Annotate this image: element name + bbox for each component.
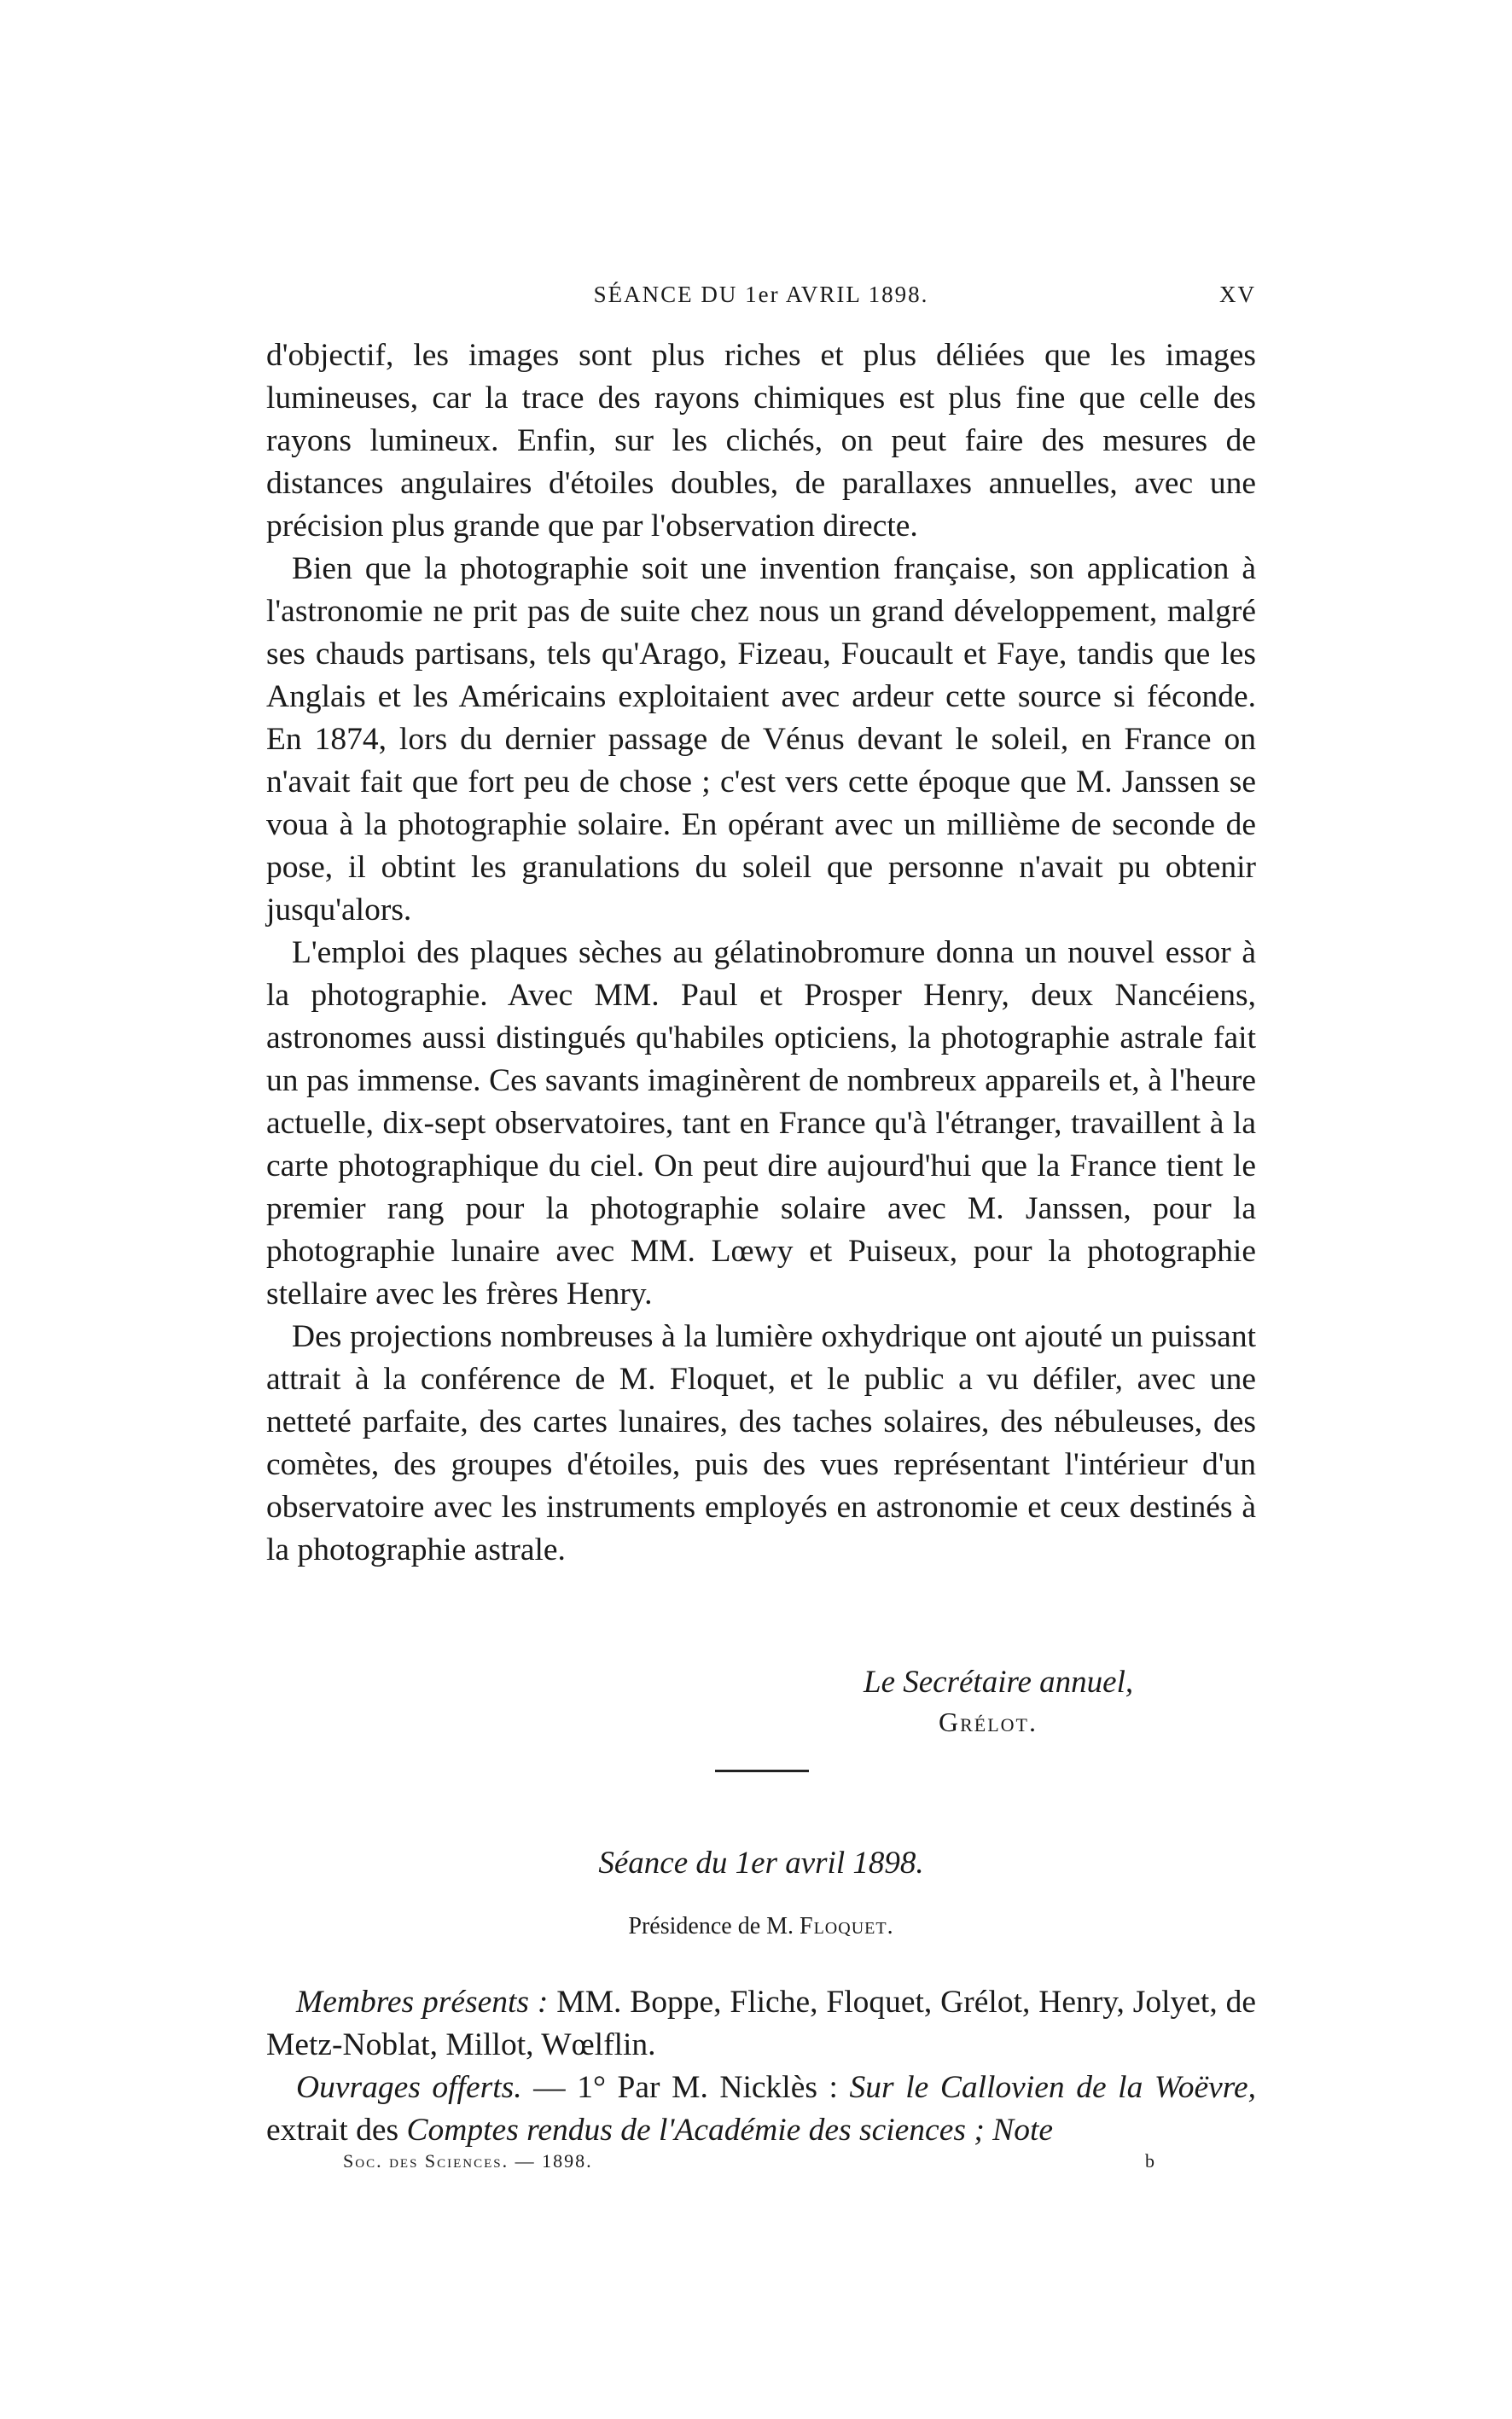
- signature-name: Grélot.: [939, 1707, 1038, 1737]
- works-title-1: Sur le Callovien de la Woëvre,: [849, 2070, 1256, 2105]
- works-text-2: extrait des: [266, 2113, 407, 2148]
- paragraph-dry-plates: L'emploi des plaques sèches au gélatinobromure donna un nouvel essor à la photographie. Avec MM. Paul et Prosper Henry, deux Nancéiens, astronomes aussi distingués qu'habiles opticiens, la photographie astrale fait un pas immense. Ces savants imaginèrent de nombreux appareils et, à l'heure actuelle, dix-sept observatoires, tant en France qu'à l'étranger, travaillent à la carte photographique du ciel. On peut dire aujourd'hui que la France tient le premier rang pour la photographie solaire avec M. Janssen, pour la photographie lunaire avec MM. Lœwy et Puiseux, pour la photographie stellaire avec les frères Henry.: [266, 935, 1256, 1311]
- works-paragraph: [266, 2067, 1256, 2152]
- presidence-line: [266, 1913, 1256, 1940]
- footer-signature-mark: Soc. des Sciences. — 1898.: [343, 2150, 593, 2172]
- presidence-prefix: Présidence de M.: [628, 1913, 794, 1939]
- running-title: SÉANCE DU 1er AVRIL 1898.: [593, 282, 929, 307]
- paragraph-projections: Des projections nombreuses à la lumière oxhydrique ont ajouté un puissant attrait à la conférence de M. Floquet, et le public a vu défiler, avec une netteté parfaite, des cartes lunaires, des taches solaires, des nébuleuses, des comètes, des groupes d'étoiles, puis des vues représentant l'intérieur d'un observatoire avec les instruments employés en astronomie et ceux destinés à la photographie astrale.: [266, 1319, 1256, 1567]
- paragraph-photography-history: Bien que la photographie soit une invention française, son application à l'astronomie ne prit pas de suite chez nous un grand développement, malgré ses chauds partisans, tels qu'Arago, Fizeau, Foucault et Faye, tandis que les Anglais et les Américains exploitaient avec ardeur cette source si féconde. En 1874, lors du dernier passage de Vénus devant le soleil, en France on n'avait fait que fort peu de chose ; c'est vers cette époque que M. Janssen se voua à la photographie solaire. En opérant avec un millième de seconde de pose, il obtint les granulations du soleil que personne n'avait pu obtenir jusqu'alors.: [266, 551, 1256, 927]
- works-text-1: — 1° Par M. Nicklès :: [521, 2070, 850, 2105]
- members-paragraph: [266, 1981, 1256, 2067]
- presidence-name: Floquet.: [800, 1913, 894, 1939]
- members-label: Membres présents :: [296, 1985, 549, 2020]
- section-divider: [715, 1770, 809, 1772]
- running-header: [266, 282, 1256, 316]
- works-label: Ouvrages offerts.: [296, 2070, 522, 2105]
- main-text: [266, 334, 1256, 1572]
- footer-sheet-number: b: [1145, 2150, 1154, 2172]
- page-number: XV: [1219, 282, 1256, 307]
- seance-text: [266, 1981, 1256, 2152]
- members-list: MM. Boppe, Fliche, Floquet, Grélot, Henry, Jolyet, de Metz-Noblat, Millot, Wœlflin.: [266, 1985, 1256, 2062]
- seance-heading: Séance du 1er avril 1898.: [598, 1846, 924, 1881]
- paragraph-continued: d'objectif, les images sont plus riches et plus déliées que les images lumineuses, car la trace des rayons chimiques est plus fine que celle des rayons lumineux. Enfin, sur les clichés, on peut faire des mesures de distances angulaires d'étoiles doubles, de parallaxes annuelles, avec une précision plus grande que par l'observation directe.: [266, 338, 1256, 544]
- signature-footer: [266, 2150, 1256, 2176]
- works-title-2: Comptes rendus de l'Académie des sciences ; Note: [406, 2113, 1054, 2148]
- signature-role: Le Secrétaire annuel,: [864, 1665, 1134, 1700]
